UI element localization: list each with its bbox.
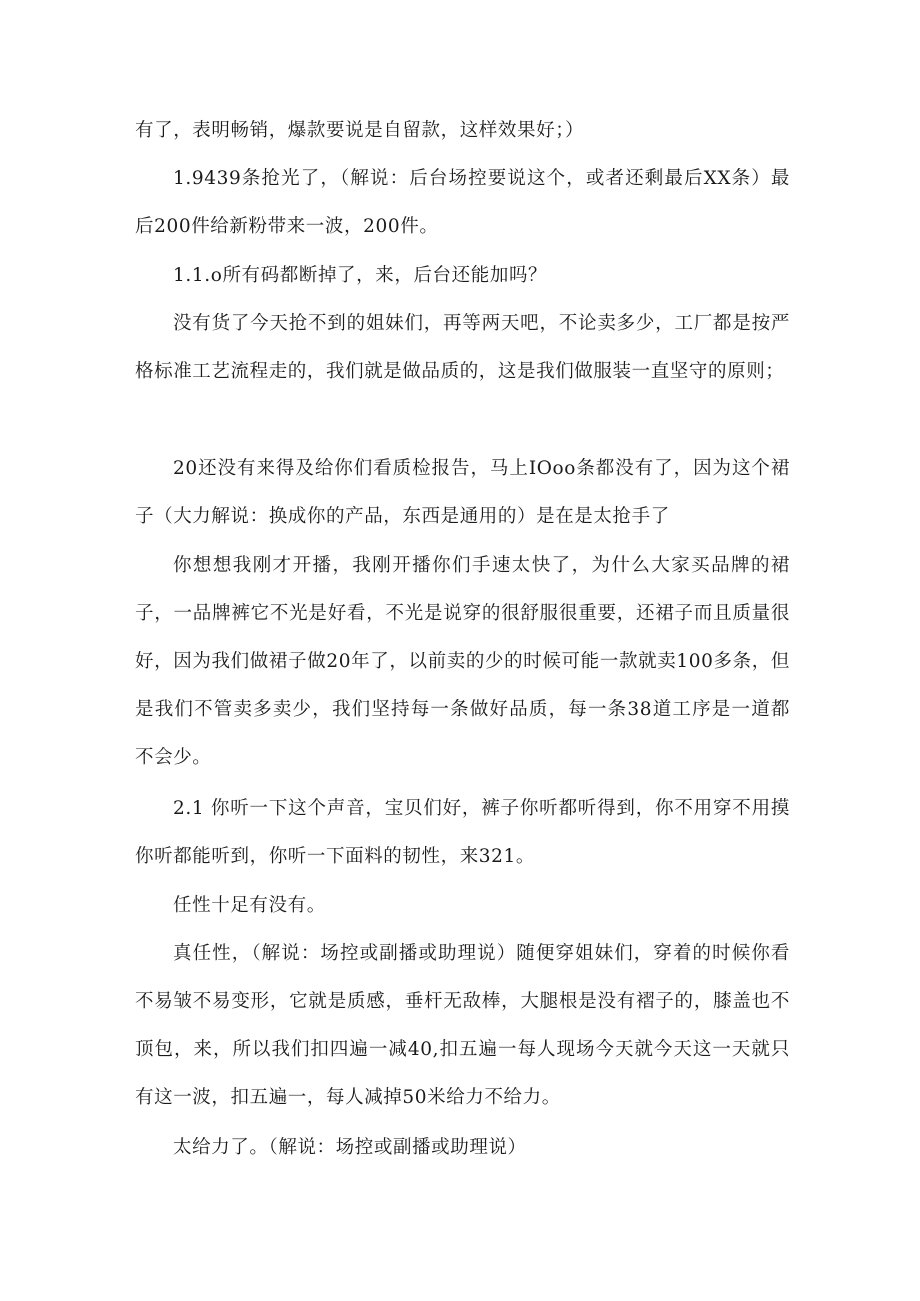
- paragraph-8: 任性十足有没有。: [173, 895, 326, 916]
- paragraph-5: 20还没有来得及给你们看质检报告，马上IOoo条都没有了，因为这个裙子（大力解说：换成你的产品，东西是通用的）是在是太抢手了: [135, 458, 790, 527]
- paragraph-10: 太给力了。（解说：场控或副播或助理说）: [173, 1137, 527, 1158]
- paragraph-9: 真任性，（解说：场控或副播或助理说）随便穿姐妹们，穿着的时候你看不易皱不易变形，它就是质感，垂杆无敌棒，大腿根是没有褶子的，膝盖也不顶包，来，所以我们扣四遍一减40,扣五遍一每人现场今天就今天这一天就只有这一波，扣五遍一，每人减掉50米给力不给力。: [135, 943, 790, 1108]
- paragraph-4: 没有货了今天抢不到的姐妹们，再等两天吧，不论卖多少，工厂都是按严格标准工艺流程走的，我们就是做品质的，这是我们做服装一直坚守的原则；: [135, 313, 790, 382]
- paragraph-6: 你想想我刚才开播，我刚开播你们手速太快了，为什么大家买品牌的裙子，一品牌裤它不光是好看，不光是说穿的很舒服很重要，还裙子而且质量很好，因为我们做裙子做20年了，以前卖的少的时候可能一款就卖100多条，但是我们不管卖多卖少，我们坚持每一条做好品质，每一条38道工序是一道都不会少。: [135, 555, 790, 768]
- paragraph-2: 1.9439条抢光了，（解说：后台场控要说这个，或者还剩最后XX条）最后200件给新粉带来一波，200件。: [135, 168, 790, 237]
- paragraph-7: 2.1 你听一下这个声音，宝贝们好，裤子你听都听得到，你不用穿不用摸你听都能听到，你听一下面料的韧性，来321。: [135, 798, 790, 867]
- paragraph-3: 1.1.o所有码都断掉了，来，后台还能加吗？: [173, 265, 548, 286]
- paragraph-1: 有了，表明畅销，爆款要说是自留款，这样效果好；）: [135, 120, 585, 141]
